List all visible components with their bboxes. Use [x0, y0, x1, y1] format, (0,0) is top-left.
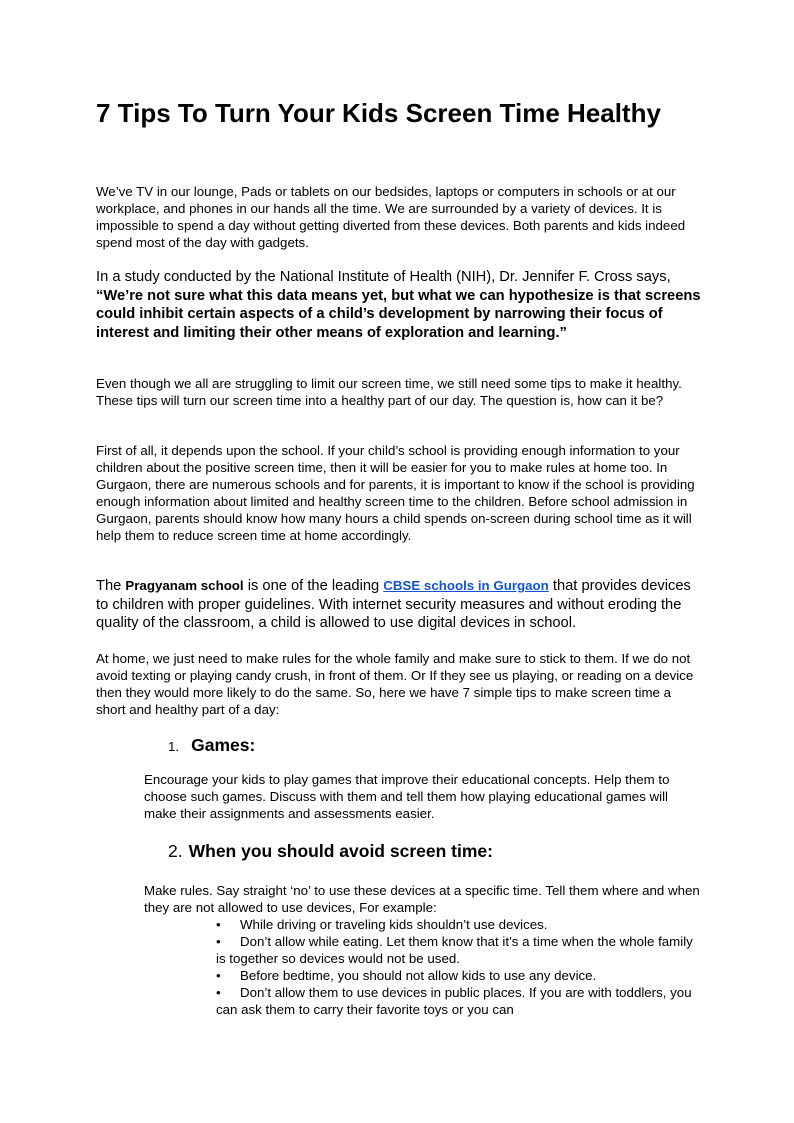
list-item-text: Before bedtime, you should not allow kids to use any device. — [240, 968, 597, 983]
section-heading-avoid — [168, 840, 493, 862]
list-item-text: Don’t allow them to use devices in public places. If you are with toddlers, you can ask them to carry their favorite toys or you can — [216, 985, 692, 1017]
list-item-text: Don’t allow while eating. Let them know that it’s a time when the whole family is together so devices would not be used. — [216, 934, 693, 966]
pragyanam-post: that provides devices to children with proper guidelines. With internet security measures and without eroding the quality of the classroom, a child is allowed to use digital devices in school. — [96, 578, 691, 631]
pragyanam-brand: Pragyanam school — [125, 578, 244, 593]
section-heading-text: Games: — [191, 735, 256, 755]
section-number: 2. — [168, 841, 183, 861]
home-paragraph: At home, we just need to make rules for the whole family and make sure to stick to them. If we do not avoid texting or playing candy crush, in front of them. Or If they see us playing, or reading on a device then they would more likely to do the same. So, here we have 7 simple tips to make screen time a short and healthy part of a day: — [96, 651, 694, 717]
list-item — [216, 984, 702, 1018]
section-heading-games — [168, 734, 255, 758]
study-quote: “We’re not sure what this data means yet, but what we can hypothesize is that screens could inhibit certain aspects of a child’s development by narrowing their focus of interest and limiting their other means of exploration and learning.” — [96, 287, 701, 341]
tips-paragraph: Even though we all are struggling to limit our screen time, we still need some tips to make it healthy. These tips will turn our screen time into a healthy part of our day. The question is, how can it be? — [96, 376, 682, 408]
bullet-icon: • — [216, 968, 221, 983]
bullet-icon: • — [216, 934, 221, 949]
list-item-text: While driving or traveling kids shouldn’t use devices. — [240, 917, 548, 932]
section-body-avoid: Make rules. Say straight ‘no’ to use these devices at a specific time. Tell them where and when they are not allowed to use devices, For example: — [144, 883, 700, 915]
bullet-icon: • — [216, 917, 221, 932]
section-body-games: Encourage your kids to play games that improve their educational concepts. Help them to choose such games. Discuss with them and tell them how playing educational games will make their assignments and assessments easier. — [144, 772, 670, 821]
intro-paragraph: We’ve TV in our lounge, Pads or tablets on our bedsides, laptops or computers in schools or at our workplace, and phones in our hands all the time. We are surrounded by a variety of devices. It is impossible to spend a day without getting diverted from these devices. Both parents and kids indeed spend most of the day with gadgets. — [96, 184, 686, 250]
pragyanam-pre: The — [96, 578, 126, 594]
study-lead: In a study conducted by the National Institute of Health (NIH), Dr. Jennifer F. Cross says, — [96, 269, 671, 285]
cbse-schools-link[interactable]: CBSE schools in Gurgaon — [383, 578, 549, 593]
pragyanam-paragraph — [96, 577, 702, 633]
section-heading-text: When you should avoid screen time: — [188, 841, 493, 861]
page-title: 7 Tips To Turn Your Kids Screen Time Healthy — [96, 98, 661, 128]
list-item — [216, 967, 702, 984]
bullet-icon: • — [216, 985, 221, 1000]
pragyanam-mid: is one of the leading — [243, 578, 384, 594]
study-paragraph — [96, 268, 702, 342]
list-item — [216, 916, 702, 933]
section-number: 1. — [168, 739, 180, 754]
list-item — [216, 933, 702, 967]
school-paragraph: First of all, it depends upon the school. If your child’s school is providing enough information to your children about the positive screen time, then it will be easier for you to make rules at home too. In Gurgaon, there are numerous schools and for parents, it is important to know if the school is providing enough information about limited and healthy screen time to the children. Before school admission in Gurgaon, parents should know how many hours a child spends on-screen during school time as it will help them to reduce screen time at home accordingly. — [96, 443, 695, 543]
